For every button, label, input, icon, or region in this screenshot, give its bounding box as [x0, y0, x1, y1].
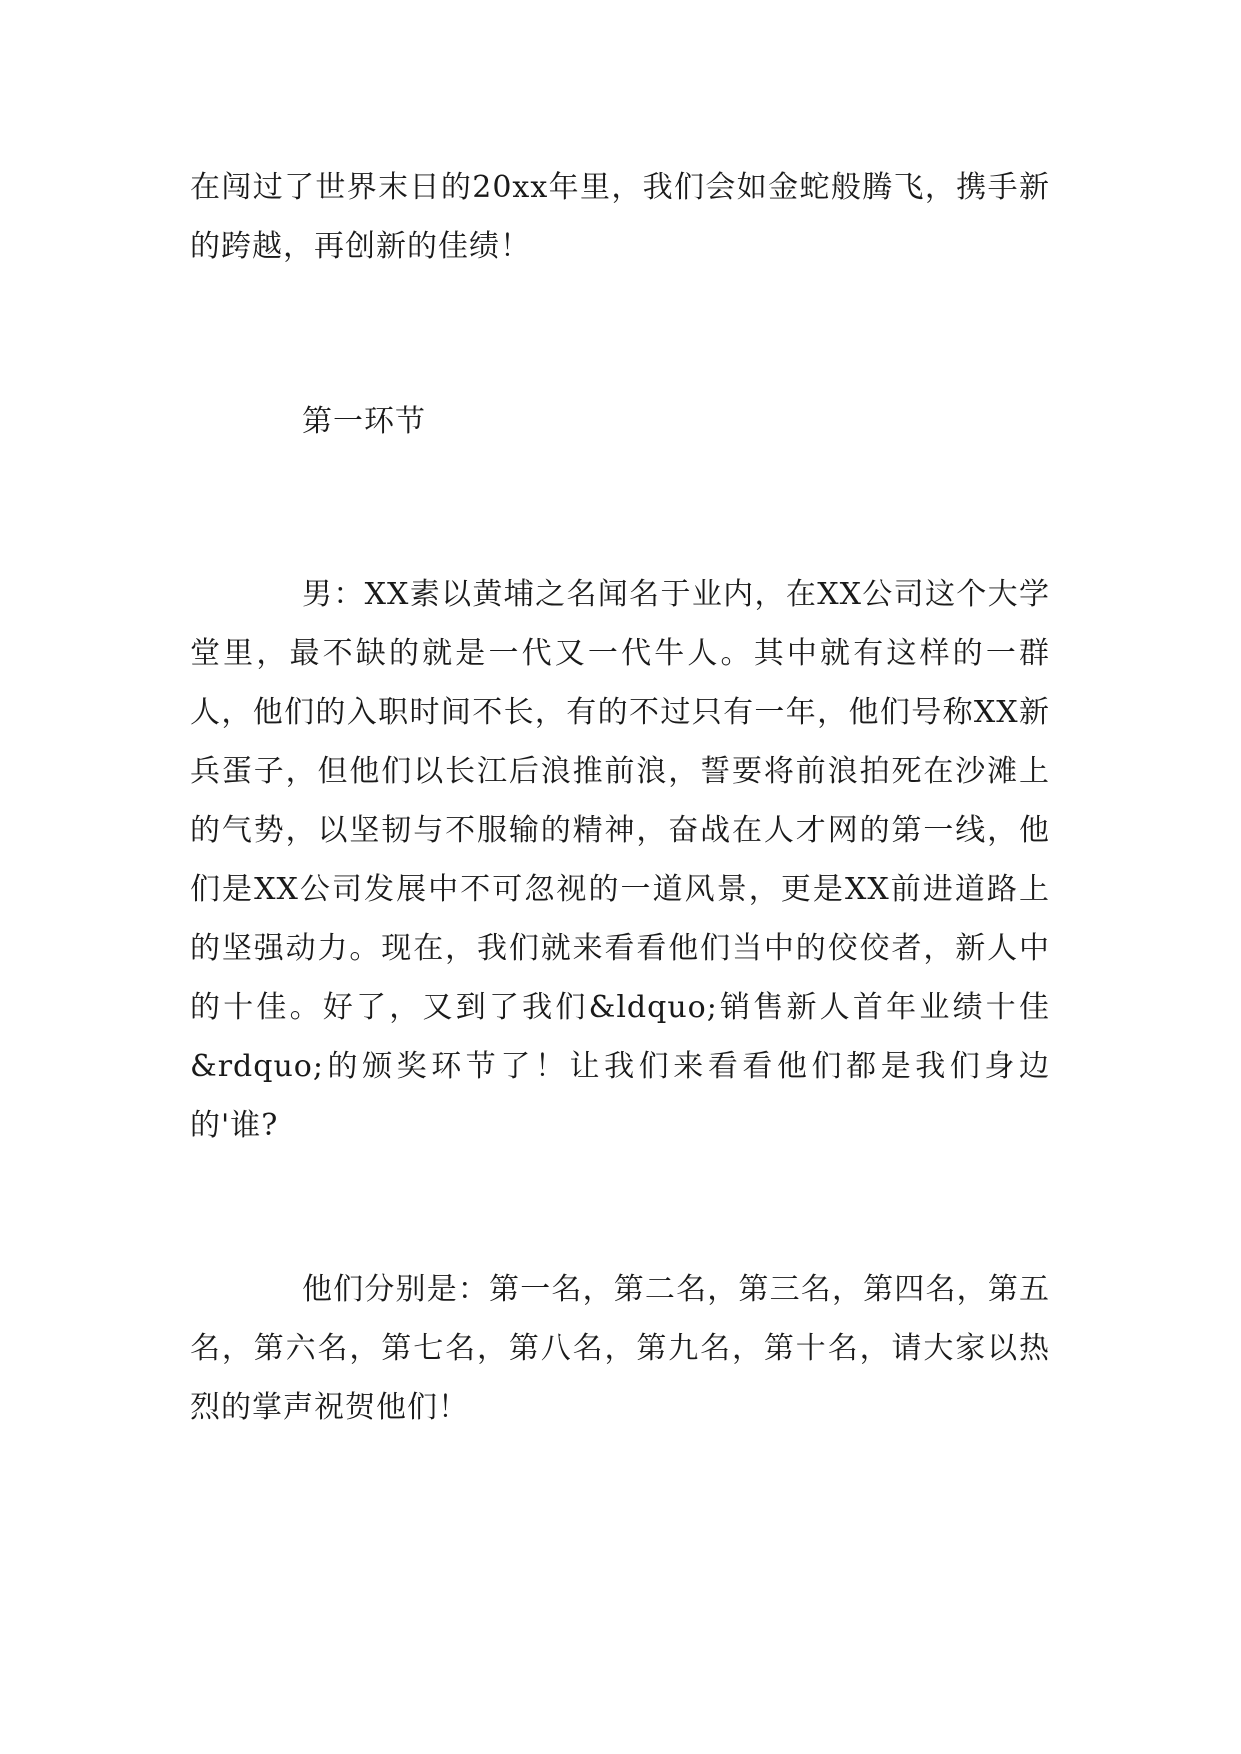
section-heading: 第一环节: [302, 404, 426, 439]
host-speech-paragraph: 男：XX素以黄埔之名闻名于业内，在XX公司这个大学堂里，最不缺的就是一代又一代牛人。其中就有这样的一群人，他们的入职时间不长，有的不过只有一年，他们号称XX新兵蛋子，但他们以长江后浪推前浪，誓要将前浪拍死在沙滩上的气势，以坚韧与不服输的精神，奋战在人才网的第一线，他们是XX公司发展中不可忽视的一道风景，更是XX前进道路上的坚强动力。现在，我们就来看看他们当中的佼佼者，新人中的十佳。好了，又到了我们&ldquo;销售新人首年业绩十佳&rdquo;的颁奖环节了！让我们来看看他们都是我们身边的'谁?: [190, 577, 1050, 1143]
closing-paragraph: 在闯过了世界末日的20xx年里，我们会如金蛇般腾飞，携手新的跨越，再创新的佳绩！: [190, 170, 1050, 264]
winners-list-paragraph: 他们分别是：第一名，第二名，第三名，第四名，第五名，第六名，第七名，第八名，第九名，第十名，请大家以热烈的掌声祝贺他们！: [190, 1272, 1050, 1425]
